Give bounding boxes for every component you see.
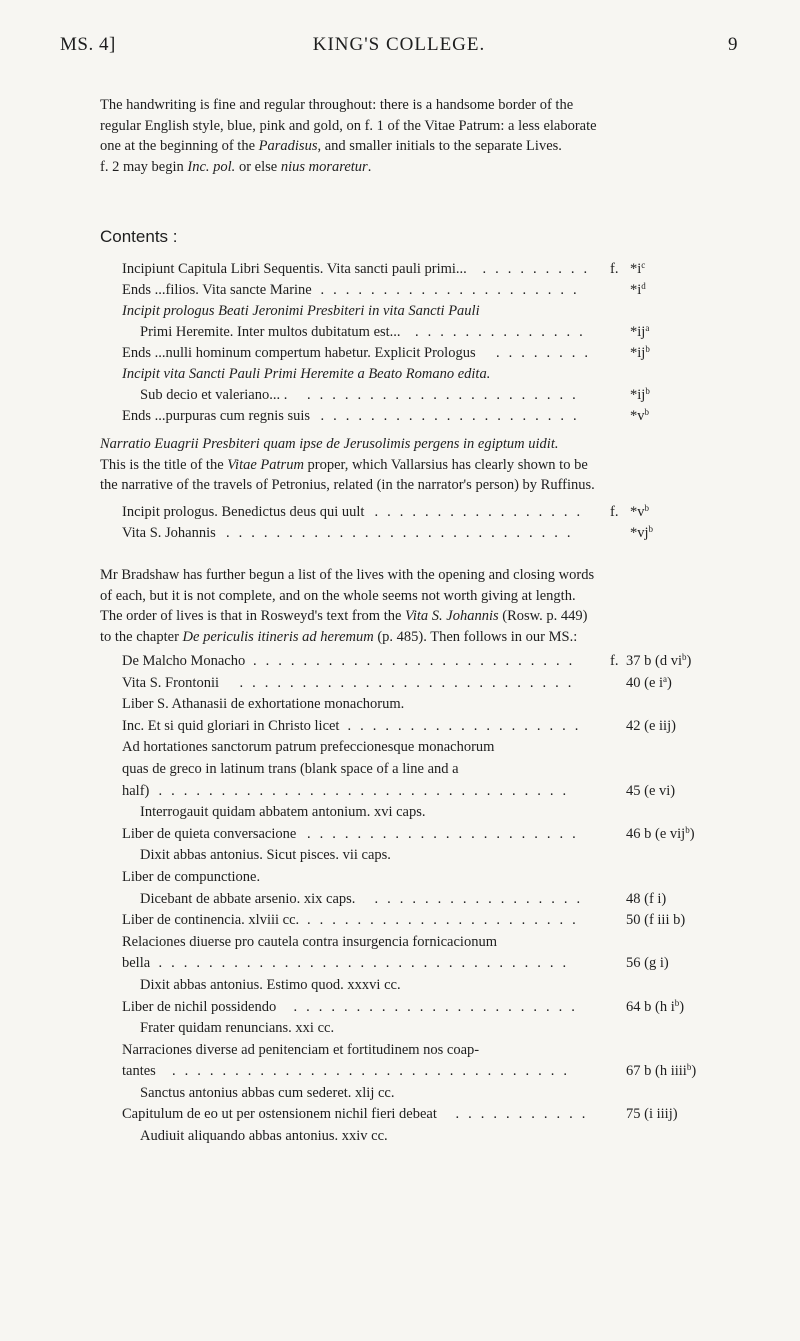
entry-text: Incipit vita Sancti Pauli Primi Heremite a Beato Romano edita. [122,366,491,382]
leader-dots: .......................... [253,653,582,669]
entry-text: Incipit prologus. Benedictus deus qui uult [122,504,365,520]
entry-text: tantes [122,1063,156,1080]
folio-reference: 56 (g i) [626,955,669,972]
contents-entry [122,385,742,406]
folio-reference: $*i^c$ [630,260,646,277]
bradshaw-line: Mr Bradshaw has further begun a list of the lives with the opening and closing words [100,567,595,583]
entry-text: Primi Heremite. Inter multos dubitatum est... [140,324,401,340]
bradshaw-line: to the chapter De periculis itineris ad heremum (p. 485). Then follows in our MS.: [100,628,578,645]
leader-dots: ..................... [320,408,586,424]
folio-marker: f. [610,261,619,277]
folio-reference: 64 b (h $i^b$) [626,997,685,1015]
entry-text: Liber de nichil possidendo [122,998,277,1015]
folio-reference: $*i^d$ [630,281,646,298]
contents-entry [122,343,742,364]
contents-entry [122,651,742,673]
entry-text: Ends ...filios. Vita sancte Marine [122,282,312,298]
entry-text: quas de greco in latinum trans (blank space of a line and a [122,760,459,777]
contents-entry [122,259,742,280]
folio-reference: 42 (e iij) [626,717,676,734]
intro-line: f. 2 may begin Inc. pol. or else nius moraretur. [100,158,372,175]
contents-entry [122,1104,742,1126]
prologus-list [122,502,742,544]
bradshaw-paragraph [100,565,740,647]
contents-entry [122,910,742,932]
folio-marker: f. [610,653,619,669]
folio-reference: 67 b (h iiii$^b$) [626,1062,697,1080]
header-ms-number: MS. 4] [60,34,116,55]
running-header [60,34,738,60]
folio-reference: 37 b (d $vi^b$) [626,652,692,669]
folio-reference: $*ij^a$ [630,323,650,340]
entry-text: Vita S. Johannis [122,525,216,541]
intro-line: one at the beginning of the Paradisus, and smaller initials to the separate Lives. [100,138,562,154]
contents-entry [122,997,742,1019]
contents-list [122,259,742,427]
contents-entry [122,673,742,695]
entry-text: Incipit prologus Beati Jeronimi Presbiteri in vita Sancti Pauli [122,303,480,319]
intro-paragraph [100,95,740,177]
leader-dots: ................................. [158,782,576,799]
narratio-line: This is the title of the Vitae Patrum proper, which Vallarsius has clearly shown to be [100,456,588,473]
lives-list [122,651,742,1148]
leader-dots: ......... [482,261,597,277]
contents-entry [122,716,742,738]
leader-dots: ................. [374,890,590,907]
entry-text: Liber de continencia. xlviii cc. [122,912,300,929]
folio-reference: 45 (e vi) [626,782,676,799]
entry-text: De Malcho Monacho [122,653,246,669]
entry-text: Inc. Et si quid gloriari in Christo licet [122,717,340,734]
entry-text: Capitulum de eo ut per ostensionem nichil fieri debeat [122,1106,437,1123]
folio-reference: 50 (f iii b) [626,912,686,929]
entry-text: Narraciones diverse ad penitenciam et fortitudinem nos coap- [122,1041,480,1058]
contents-entry [122,802,742,824]
entry-text: bella [122,955,151,972]
contents-entry [122,301,742,322]
contents-entry [122,953,742,975]
folio-reference: $*ij^b$ [630,386,650,403]
entry-text: Frater quidam renuncians. xxi cc. [140,1020,335,1037]
entry-text: Ends ...nulli hominum compertum habetur. Explicit Prologus [122,345,476,361]
narratio-paragraph [100,434,740,496]
bradshaw-line: The order of lives is that in Rosweyd's text from the Vita S. Johannis (Rosw. p. 449) [100,608,588,624]
contents-entry [122,975,742,997]
leader-dots: ........ [496,345,597,361]
entry-text: Dixit abbas antonius. Estimo quod. xxxvi cc. [140,976,401,993]
narratio-title: Narratio Euagrii Presbiteri quam ipse de Jerusolimis pergens in egiptum uidit. [100,436,559,452]
contents-entry [122,781,742,803]
leader-dots: ...................... [307,825,585,842]
folio-marker: f. [610,504,619,520]
leader-dots: ................................. [158,955,576,972]
entry-text: Ends ...purpuras cum regnis suis [122,408,311,424]
entry-text: Sanctus antonius abbas cum sederet. xlij cc. [140,1084,395,1101]
leader-dots: ................. [374,504,590,520]
page-number: 9 [728,34,738,55]
folio-reference: 40 (e $i^a$) [626,673,672,691]
entry-text: Ad hortationes sanctorum patrum prefeccionesque monachorum [122,739,495,756]
leader-dots: ............................ [226,525,580,541]
contents-entry [122,1018,742,1040]
contents-entry [122,502,742,523]
entry-text: Dicebant de abbate arsenio. xix caps. [140,890,356,907]
entry-text: Audiuit aliquando abbas antonius. xxiv cc. [140,1128,388,1145]
intro-line: regular English style, blue, pink and gold, on f. 1 of the Vitae Patrum: a less elaborate [100,117,597,134]
leader-dots: ........................... [239,674,581,691]
contents-entry [122,406,742,427]
intro-line: The handwriting is fine and regular throughout: there is a handsome border of the [100,97,574,113]
entry-text: Interrogauit quidam abbatem antonium. xvi caps. [140,804,426,821]
contents-entry [122,364,742,385]
contents-entry [122,737,742,759]
contents-entry [122,694,742,716]
contents-entry [122,1040,742,1062]
leader-dots: ................... [347,717,588,734]
contents-entry [122,889,742,911]
leader-dots: ....................... [293,998,584,1015]
folio-reference: $*v^b$ [630,503,649,520]
entry-text: Sub decio et valeriano... . [140,387,288,403]
contents-entry [122,1126,742,1148]
contents-entry [122,523,742,544]
bradshaw-line: of each, but it is not complete, and on the whole seems not worth giving at length. [100,587,576,604]
entry-text: half) [122,782,150,799]
entry-text: Liber de compunctione. [122,868,261,885]
narratio-line: the narrative of the travels of Petronius, related (in the narrator's person) by Ruffinus. [100,477,595,493]
leader-dots: ................................ [172,1063,576,1080]
contents-entry [122,322,742,343]
contents-entry [122,1083,742,1105]
folio-reference: 48 (f i) [626,890,667,907]
contents-entry [122,759,742,781]
entry-text: Vita S. Frontonii [122,674,220,691]
folio-reference: 46 b (e vij$^b$) [626,824,695,842]
folio-reference: $*vj^b$ [630,524,654,541]
header-title: KING'S COLLEGE. [312,34,486,55]
folio-reference: 75 (i iiij) [626,1106,678,1123]
leader-dots: ........... [455,1106,595,1123]
contents-entry [122,867,742,889]
contents-entry [122,824,742,846]
leader-dots: ...................... [307,912,585,929]
contents-heading: Contents : [100,227,178,246]
contents-entry [122,280,742,301]
contents-entry [122,932,742,954]
entry-text: Incipiunt Capitula Libri Sequentis. Vita sancti pauli primi... [122,261,467,277]
leader-dots: ..................... [320,282,586,298]
folio-reference: $*v^b$ [630,407,649,424]
leader-dots: ...................... [307,387,585,403]
entry-text: Relaciones diuerse pro cautela contra insurgencia fornicacionum [122,933,497,950]
folio-reference: $*ij^b$ [630,344,650,361]
entry-text: Liber de quieta conversacione [122,825,297,842]
entry-text: Dixit abbas antonius. Sicut pisces. vii caps. [140,847,391,864]
contents-entry [122,845,742,867]
entry-text: Liber S. Athanasii de exhortatione monachorum. [122,696,405,713]
leader-dots: .............. [415,324,592,340]
contents-entry [122,1061,742,1083]
